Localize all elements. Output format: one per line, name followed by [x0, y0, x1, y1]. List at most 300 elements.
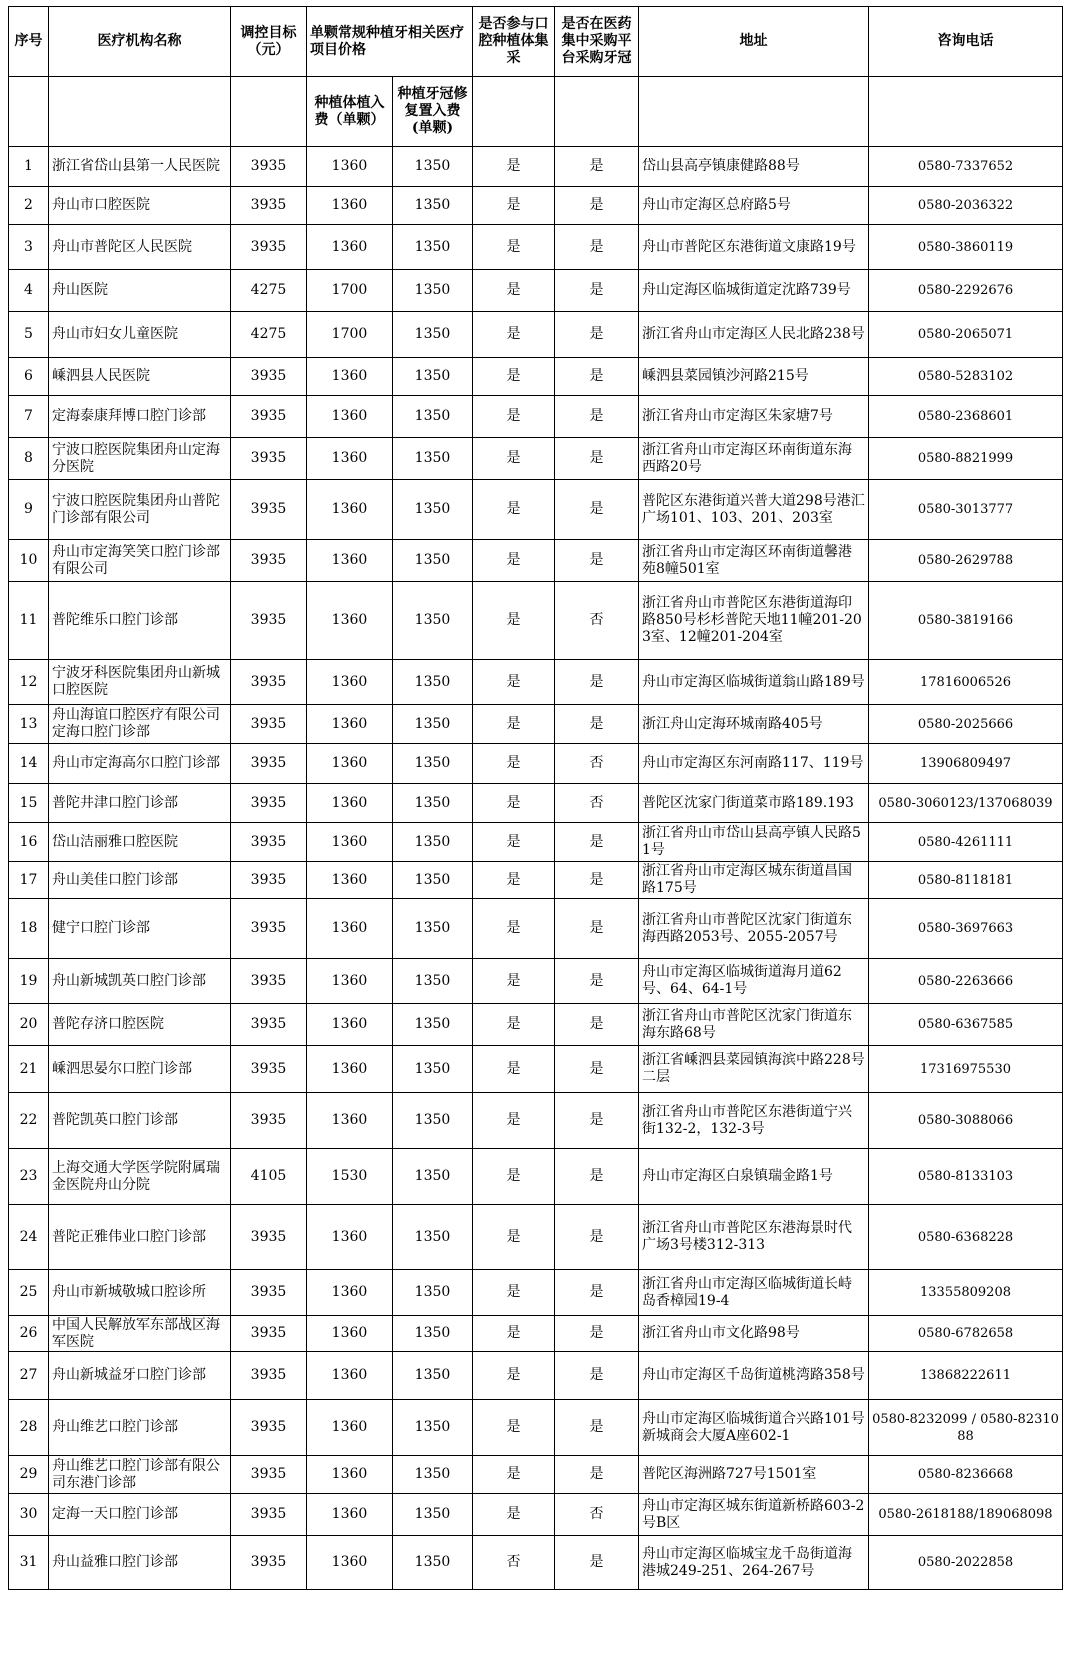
- cell-implant-fee: 1360: [307, 744, 393, 784]
- cell-collect: 是: [473, 862, 555, 899]
- cell-platform: 是: [555, 1352, 639, 1400]
- cell-address: 舟山市定海区临城街道翁山路189号: [639, 660, 869, 705]
- cell-target: 3935: [231, 1352, 307, 1400]
- cell-platform: 是: [555, 862, 639, 899]
- cell-collect: 是: [473, 1494, 555, 1536]
- cell-target: 3935: [231, 1004, 307, 1046]
- cell-seq: 4: [9, 270, 49, 312]
- cell-seq: 31: [9, 1536, 49, 1590]
- cell-target: 3935: [231, 1205, 307, 1270]
- cell-crown-fee: 1350: [393, 1400, 473, 1456]
- cell-phone: 0580-4261111: [869, 823, 1063, 862]
- cell-collect: 是: [473, 582, 555, 660]
- cell-address: 浙江省舟山市文化路98号: [639, 1316, 869, 1352]
- cell-platform: 是: [555, 438, 639, 480]
- cell-phone: 0580-2368601: [869, 396, 1063, 438]
- cell-platform: 否: [555, 582, 639, 660]
- cell-implant-fee: 1360: [307, 1046, 393, 1093]
- header-implant-fee: 种植体植入费（单颗）: [307, 77, 393, 147]
- cell-crown-fee: 1350: [393, 312, 473, 358]
- cell-implant-fee: 1360: [307, 438, 393, 480]
- cell-target: 3935: [231, 705, 307, 744]
- cell-phone: 0580-7337652: [869, 147, 1063, 187]
- cell-implant-fee: 1700: [307, 312, 393, 358]
- header-empty: [639, 77, 869, 147]
- cell-collect: 是: [473, 225, 555, 270]
- header-platform: 是否在医药集中采购平台采购牙冠: [555, 7, 639, 77]
- cell-name: 嵊泗思晏尔口腔门诊部: [49, 1046, 231, 1093]
- cell-phone: 0580-2025666: [869, 705, 1063, 744]
- cell-seq: 25: [9, 1270, 49, 1316]
- cell-address: 普陀区沈家门街道菜市路189.193: [639, 784, 869, 823]
- cell-address: 普陀区海洲路727号1501室: [639, 1456, 869, 1494]
- cell-phone: 13355809208: [869, 1270, 1063, 1316]
- cell-target: 3935: [231, 540, 307, 582]
- table-row: [9, 582, 1063, 660]
- cell-address: 浙江省舟山市定海区人民北路238号: [639, 312, 869, 358]
- cell-target: 3935: [231, 582, 307, 660]
- cell-phone: 0580-3060123/137068039: [869, 784, 1063, 823]
- cell-target: 3935: [231, 1494, 307, 1536]
- cell-name: 舟山市妇女儿童医院: [49, 312, 231, 358]
- cell-collect: 是: [473, 1046, 555, 1093]
- cell-name: 舟山新城益牙口腔门诊部: [49, 1352, 231, 1400]
- cell-platform: 是: [555, 1149, 639, 1205]
- cell-implant-fee: 1360: [307, 1205, 393, 1270]
- header-phone: 咨询电话: [869, 7, 1063, 77]
- cell-seq: 24: [9, 1205, 49, 1270]
- cell-phone: 0580-2065071: [869, 312, 1063, 358]
- table-row: [9, 1536, 1063, 1590]
- cell-seq: 14: [9, 744, 49, 784]
- cell-seq: 2: [9, 187, 49, 225]
- cell-target: 4275: [231, 270, 307, 312]
- cell-collect: 是: [473, 1352, 555, 1400]
- cell-platform: 是: [555, 1400, 639, 1456]
- header-price-group: 单颗常规种植牙相关医疗项目价格: [307, 7, 473, 77]
- cell-target: 4275: [231, 312, 307, 358]
- cell-target: 3935: [231, 959, 307, 1004]
- cell-platform: 是: [555, 1046, 639, 1093]
- cell-platform: 是: [555, 358, 639, 396]
- cell-implant-fee: 1360: [307, 1093, 393, 1149]
- cell-collect: 是: [473, 480, 555, 540]
- cell-seq: 28: [9, 1400, 49, 1456]
- cell-crown-fee: 1350: [393, 1352, 473, 1400]
- cell-crown-fee: 1350: [393, 396, 473, 438]
- cell-platform: 否: [555, 744, 639, 784]
- cell-seq: 11: [9, 582, 49, 660]
- table-row: [9, 823, 1063, 862]
- cell-platform: 是: [555, 1456, 639, 1494]
- cell-target: 4105: [231, 1149, 307, 1205]
- table-row: [9, 540, 1063, 582]
- cell-crown-fee: 1350: [393, 582, 473, 660]
- cell-address: 浙江省舟山市定海区朱家塘7号: [639, 396, 869, 438]
- cell-phone: 0580-2036322: [869, 187, 1063, 225]
- cell-crown-fee: 1350: [393, 540, 473, 582]
- cell-crown-fee: 1350: [393, 358, 473, 396]
- cell-name: 舟山市定海高尔口腔门诊部: [49, 744, 231, 784]
- cell-address: 舟山市定海区总府路5号: [639, 187, 869, 225]
- cell-name: 浙江省岱山县第一人民医院: [49, 147, 231, 187]
- cell-seq: 18: [9, 899, 49, 959]
- cell-implant-fee: 1700: [307, 270, 393, 312]
- cell-platform: 是: [555, 1270, 639, 1316]
- cell-seq: 22: [9, 1093, 49, 1149]
- cell-target: 3935: [231, 225, 307, 270]
- cell-name: 舟山市定海笑笑口腔门诊部有限公司: [49, 540, 231, 582]
- cell-crown-fee: 1350: [393, 1004, 473, 1046]
- cell-seq: 16: [9, 823, 49, 862]
- cell-platform: 是: [555, 959, 639, 1004]
- table-row: [9, 959, 1063, 1004]
- cell-crown-fee: 1350: [393, 823, 473, 862]
- table-row: [9, 1456, 1063, 1494]
- cell-target: 3935: [231, 862, 307, 899]
- cell-collect: 是: [473, 187, 555, 225]
- cell-crown-fee: 1350: [393, 660, 473, 705]
- cell-name: 舟山益雅口腔门诊部: [49, 1536, 231, 1590]
- cell-phone: 0580-2022858: [869, 1536, 1063, 1590]
- header-empty: [555, 77, 639, 147]
- cell-phone: 13868222611: [869, 1352, 1063, 1400]
- table-row: [9, 784, 1063, 823]
- cell-name: 舟山新城凯英口腔门诊部: [49, 959, 231, 1004]
- cell-crown-fee: 1350: [393, 1149, 473, 1205]
- cell-phone: 0580-8118181: [869, 862, 1063, 899]
- cell-address: 浙江省舟山市定海区环南街道馨港苑8幢501室: [639, 540, 869, 582]
- cell-implant-fee: 1360: [307, 1352, 393, 1400]
- table-row: [9, 312, 1063, 358]
- cell-phone: 0580-6782658: [869, 1316, 1063, 1352]
- cell-crown-fee: 1350: [393, 270, 473, 312]
- table-row: [9, 1149, 1063, 1205]
- cell-implant-fee: 1360: [307, 396, 393, 438]
- cell-collect: 是: [473, 744, 555, 784]
- table-row: [9, 270, 1063, 312]
- cell-name: 舟山医院: [49, 270, 231, 312]
- clinic-price-table: [8, 6, 1063, 1590]
- cell-collect: 是: [473, 312, 555, 358]
- cell-crown-fee: 1350: [393, 438, 473, 480]
- cell-address: 舟山市普陀区东港街道文康路19号: [639, 225, 869, 270]
- cell-seq: 7: [9, 396, 49, 438]
- cell-address: 浙江省舟山市普陀区沈家门街道东海东路68号: [639, 1004, 869, 1046]
- cell-address: 浙江省嵊泗县菜园镇海滨中路228号二层: [639, 1046, 869, 1093]
- cell-seq: 3: [9, 225, 49, 270]
- cell-platform: 是: [555, 312, 639, 358]
- cell-collect: 是: [473, 1400, 555, 1456]
- table-row: [9, 1046, 1063, 1093]
- table-row: [9, 1400, 1063, 1456]
- cell-platform: 是: [555, 660, 639, 705]
- cell-seq: 10: [9, 540, 49, 582]
- cell-platform: 是: [555, 899, 639, 959]
- table-row: [9, 225, 1063, 270]
- cell-platform: 是: [555, 270, 639, 312]
- header-crown-fee: 种植牙冠修复置入费(单颗): [393, 77, 473, 147]
- cell-name: 舟山维艺口腔门诊部: [49, 1400, 231, 1456]
- cell-implant-fee: 1360: [307, 660, 393, 705]
- cell-address: 舟山市定海区东河南路117、119号: [639, 744, 869, 784]
- cell-name: 嵊泗县人民医院: [49, 358, 231, 396]
- table-row: [9, 438, 1063, 480]
- cell-platform: 是: [555, 1536, 639, 1590]
- cell-collect: 是: [473, 660, 555, 705]
- cell-address: 舟山市定海区白泉镇瑞金路1号: [639, 1149, 869, 1205]
- cell-seq: 30: [9, 1494, 49, 1536]
- cell-address: 浙江省舟山市普陀区东港海景时代广场3号楼312-313: [639, 1205, 869, 1270]
- cell-name: 舟山市普陀区人民医院: [49, 225, 231, 270]
- header-empty: [9, 77, 49, 147]
- cell-name: 舟山海谊口腔医疗有限公司定海口腔门诊部: [49, 705, 231, 744]
- cell-address: 舟山市定海区千岛街道桃湾路358号: [639, 1352, 869, 1400]
- cell-name: 舟山市口腔医院: [49, 187, 231, 225]
- table-row: [9, 1004, 1063, 1046]
- cell-target: 3935: [231, 1093, 307, 1149]
- cell-implant-fee: 1360: [307, 358, 393, 396]
- cell-name: 宁波口腔医院集团舟山定海分医院: [49, 438, 231, 480]
- cell-name: 普陀凯英口腔门诊部: [49, 1093, 231, 1149]
- table-row: [9, 147, 1063, 187]
- cell-crown-fee: 1350: [393, 1536, 473, 1590]
- cell-phone: 0580-2263666: [869, 959, 1063, 1004]
- cell-collect: 是: [473, 270, 555, 312]
- cell-address: 浙江省舟山市定海区环南街道东海西路20号: [639, 438, 869, 480]
- cell-target: 3935: [231, 1456, 307, 1494]
- cell-target: 3935: [231, 899, 307, 959]
- cell-crown-fee: 1350: [393, 1456, 473, 1494]
- cell-implant-fee: 1360: [307, 1400, 393, 1456]
- cell-name: 普陀存济口腔医院: [49, 1004, 231, 1046]
- cell-name: 健宁口腔门诊部: [49, 899, 231, 959]
- cell-target: 3935: [231, 147, 307, 187]
- cell-collect: 是: [473, 823, 555, 862]
- cell-seq: 13: [9, 705, 49, 744]
- cell-phone: 0580-2629788: [869, 540, 1063, 582]
- cell-seq: 29: [9, 1456, 49, 1494]
- cell-seq: 15: [9, 784, 49, 823]
- cell-address: 浙江省舟山市定海区临城街道长峙岛香樟园19-4: [639, 1270, 869, 1316]
- cell-name: 宁波口腔医院集团舟山普陀门诊部有限公司: [49, 480, 231, 540]
- cell-crown-fee: 1350: [393, 784, 473, 823]
- cell-phone: 17316975530: [869, 1046, 1063, 1093]
- cell-seq: 9: [9, 480, 49, 540]
- cell-name: 舟山维艺口腔门诊部有限公司东港门诊部: [49, 1456, 231, 1494]
- cell-phone: 17816006526: [869, 660, 1063, 705]
- cell-address: 普陀区东港街道兴普大道298号港汇广场101、103、201、203室: [639, 480, 869, 540]
- cell-implant-fee: 1360: [307, 1270, 393, 1316]
- cell-target: 3935: [231, 1046, 307, 1093]
- cell-name: 宁波牙科医院集团舟山新城口腔医院: [49, 660, 231, 705]
- cell-crown-fee: 1350: [393, 1046, 473, 1093]
- cell-address: 舟山定海区临城街道定沈路739号: [639, 270, 869, 312]
- cell-collect: 是: [473, 1149, 555, 1205]
- cell-platform: 是: [555, 225, 639, 270]
- cell-crown-fee: 1350: [393, 1270, 473, 1316]
- table-row: [9, 705, 1063, 744]
- cell-target: 3935: [231, 784, 307, 823]
- table-row: [9, 1205, 1063, 1270]
- cell-collect: 是: [473, 1456, 555, 1494]
- cell-implant-fee: 1360: [307, 480, 393, 540]
- cell-name: 舟山美佳口腔门诊部: [49, 862, 231, 899]
- cell-seq: 5: [9, 312, 49, 358]
- cell-address: 岱山县高亭镇康健路88号: [639, 147, 869, 187]
- table-row: [9, 1093, 1063, 1149]
- cell-address: 舟山市定海区城东街道新桥路603-2号B区: [639, 1494, 869, 1536]
- cell-collect: 是: [473, 784, 555, 823]
- table-row: [9, 1316, 1063, 1352]
- cell-address: 嵊泗县菜园镇沙河路215号: [639, 358, 869, 396]
- cell-address: 浙江省舟山市普陀区东港街道海印路850号杉杉普陀天地11幢201-203室、12幢201-204室: [639, 582, 869, 660]
- cell-crown-fee: 1350: [393, 1205, 473, 1270]
- cell-address: 舟山市定海区临城宝龙千岛街道海港城249-251、264-267号: [639, 1536, 869, 1590]
- cell-crown-fee: 1350: [393, 147, 473, 187]
- cell-phone: 13906809497: [869, 744, 1063, 784]
- table-row: [9, 1494, 1063, 1536]
- cell-implant-fee: 1360: [307, 784, 393, 823]
- cell-target: 3935: [231, 744, 307, 784]
- cell-crown-fee: 1350: [393, 480, 473, 540]
- table-row: [9, 358, 1063, 396]
- cell-platform: 是: [555, 823, 639, 862]
- cell-collect: 是: [473, 396, 555, 438]
- cell-platform: 是: [555, 480, 639, 540]
- cell-seq: 8: [9, 438, 49, 480]
- cell-implant-fee: 1360: [307, 187, 393, 225]
- cell-implant-fee: 1360: [307, 1316, 393, 1352]
- cell-collect: 否: [473, 1536, 555, 1590]
- cell-collect: 是: [473, 358, 555, 396]
- cell-seq: 21: [9, 1046, 49, 1093]
- cell-target: 3935: [231, 358, 307, 396]
- cell-platform: 是: [555, 147, 639, 187]
- header-row-1: [9, 7, 1063, 77]
- cell-crown-fee: 1350: [393, 959, 473, 1004]
- cell-name: 中国人民解放军东部战区海军医院: [49, 1316, 231, 1352]
- cell-phone: 0580-8821999: [869, 438, 1063, 480]
- cell-phone: 0580-3819166: [869, 582, 1063, 660]
- header-address: 地址: [639, 7, 869, 77]
- cell-seq: 20: [9, 1004, 49, 1046]
- cell-address: 浙江省舟山市普陀区沈家门街道东海西路2053号、2055-2057号: [639, 899, 869, 959]
- header-target: 调控目标（元）: [231, 7, 307, 77]
- cell-phone: 0580-8236668: [869, 1456, 1063, 1494]
- cell-collect: 是: [473, 540, 555, 582]
- cell-implant-fee: 1360: [307, 147, 393, 187]
- cell-target: 3935: [231, 480, 307, 540]
- cell-collect: 是: [473, 705, 555, 744]
- table-row: [9, 396, 1063, 438]
- header-empty: [49, 77, 231, 147]
- cell-seq: 19: [9, 959, 49, 1004]
- header-name: 医疗机构名称: [49, 7, 231, 77]
- cell-platform: 是: [555, 1316, 639, 1352]
- cell-name: 普陀维乐口腔门诊部: [49, 582, 231, 660]
- cell-phone: 0580-8133103: [869, 1149, 1063, 1205]
- header-seq: 序号: [9, 7, 49, 77]
- table-row: [9, 660, 1063, 705]
- cell-target: 3935: [231, 438, 307, 480]
- cell-phone: 0580-6368228: [869, 1205, 1063, 1270]
- cell-crown-fee: 1350: [393, 899, 473, 959]
- cell-implant-fee: 1360: [307, 705, 393, 744]
- cell-platform: 是: [555, 540, 639, 582]
- cell-phone: 0580-6367585: [869, 1004, 1063, 1046]
- cell-target: 3935: [231, 823, 307, 862]
- cell-implant-fee: 1360: [307, 1004, 393, 1046]
- cell-phone: 0580-2618188/189068098: [869, 1494, 1063, 1536]
- cell-address: 浙江省舟山市岱山县高亭镇人民路51号: [639, 823, 869, 862]
- header-empty: [869, 77, 1063, 147]
- cell-target: 3935: [231, 396, 307, 438]
- cell-collect: 是: [473, 438, 555, 480]
- cell-implant-fee: 1360: [307, 582, 393, 660]
- cell-name: 定海泰康拜博口腔门诊部: [49, 396, 231, 438]
- cell-platform: 是: [555, 1093, 639, 1149]
- cell-platform: 否: [555, 784, 639, 823]
- cell-phone: 0580-8232099 / 0580-8231088: [869, 1400, 1063, 1456]
- cell-collect: 是: [473, 959, 555, 1004]
- cell-seq: 27: [9, 1352, 49, 1400]
- cell-crown-fee: 1350: [393, 862, 473, 899]
- cell-crown-fee: 1350: [393, 1494, 473, 1536]
- table-row: [9, 899, 1063, 959]
- header-empty: [231, 77, 307, 147]
- cell-collect: 是: [473, 1205, 555, 1270]
- cell-target: 3935: [231, 1270, 307, 1316]
- cell-collect: 是: [473, 1270, 555, 1316]
- table-row: [9, 1352, 1063, 1400]
- cell-phone: 0580-3697663: [869, 899, 1063, 959]
- cell-target: 3935: [231, 1400, 307, 1456]
- cell-implant-fee: 1360: [307, 1536, 393, 1590]
- cell-crown-fee: 1350: [393, 744, 473, 784]
- cell-target: 3935: [231, 1536, 307, 1590]
- cell-address: 舟山市定海区临城街道合兴路101号新城商会大厦A座602-1: [639, 1400, 869, 1456]
- cell-platform: 是: [555, 1205, 639, 1270]
- cell-implant-fee: 1360: [307, 823, 393, 862]
- cell-crown-fee: 1350: [393, 1316, 473, 1352]
- cell-phone: 0580-5283102: [869, 358, 1063, 396]
- table-row: [9, 480, 1063, 540]
- cell-implant-fee: 1360: [307, 1456, 393, 1494]
- table-row: [9, 862, 1063, 899]
- cell-implant-fee: 1360: [307, 959, 393, 1004]
- cell-platform: 是: [555, 187, 639, 225]
- cell-name: 岱山洁丽雅口腔医院: [49, 823, 231, 862]
- cell-phone: 0580-3860119: [869, 225, 1063, 270]
- cell-seq: 17: [9, 862, 49, 899]
- cell-implant-fee: 1360: [307, 540, 393, 582]
- cell-crown-fee: 1350: [393, 705, 473, 744]
- cell-implant-fee: 1360: [307, 1494, 393, 1536]
- cell-collect: 是: [473, 1004, 555, 1046]
- cell-target: 3935: [231, 1316, 307, 1352]
- cell-seq: 12: [9, 660, 49, 705]
- cell-platform: 否: [555, 1494, 639, 1536]
- cell-implant-fee: 1360: [307, 225, 393, 270]
- cell-platform: 是: [555, 1004, 639, 1046]
- cell-name: 普陀正雅伟业口腔门诊部: [49, 1205, 231, 1270]
- cell-collect: 是: [473, 1093, 555, 1149]
- cell-seq: 23: [9, 1149, 49, 1205]
- cell-implant-fee: 1360: [307, 862, 393, 899]
- cell-platform: 是: [555, 705, 639, 744]
- cell-seq: 1: [9, 147, 49, 187]
